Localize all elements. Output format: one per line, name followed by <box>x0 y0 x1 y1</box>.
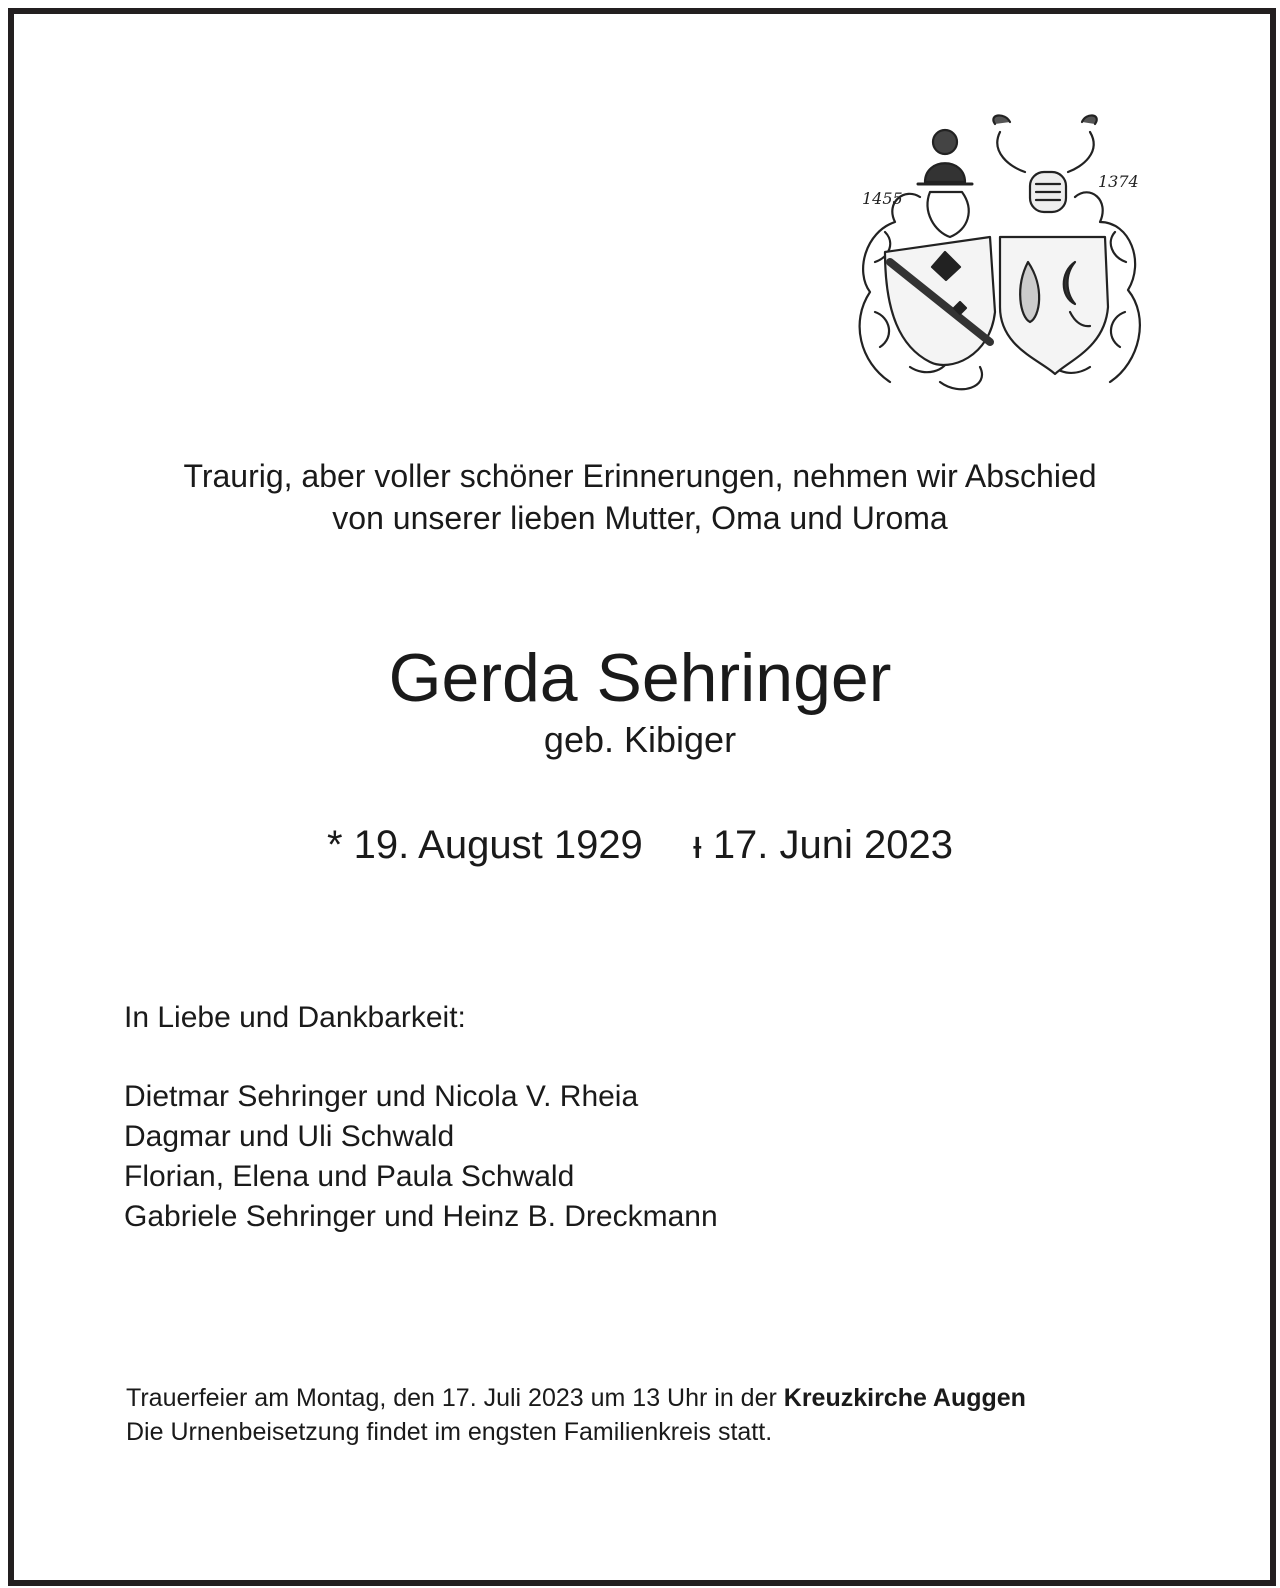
service-line-1 <box>126 1381 1026 1415</box>
family-member: Dagmar und Uli Schwald <box>124 1120 455 1153</box>
family-member: Gabriele Sehringer und Heinz B. Dreckmann <box>124 1200 718 1233</box>
coat-of-arms-image <box>850 112 1150 397</box>
service-info <box>126 1381 1026 1449</box>
signoff-text: In Liebe und Dankbarkeit: <box>124 1001 466 1034</box>
family-list <box>124 1077 718 1237</box>
crest-year-left: 1455 <box>862 189 903 208</box>
family-member: Florian, Elena und Paula Schwald <box>124 1160 575 1193</box>
maiden-name: geb. Kibiger <box>543 719 737 760</box>
service-line-2: Die Urnenbeisetzung findet im engsten Familienkreis statt. <box>126 1418 773 1446</box>
death-date: ᵻ 17. Juni 2023 <box>692 823 954 867</box>
deceased-name: Gerda Sehringer <box>388 640 892 716</box>
service-location: Kreuzkirche Auggen <box>783 1384 1026 1412</box>
birth-date: * 19. August 1929 <box>326 823 643 867</box>
crest-year-right: 1374 <box>1098 172 1139 191</box>
family-member: Dietmar Sehringer und Nicola V. Rheia <box>124 1080 639 1113</box>
intro-text <box>0 455 1280 539</box>
intro-line-1: Traurig, aber voller schöner Erinnerungen, nehmen wir Abschied <box>183 458 1097 494</box>
service-details: Trauerfeier am Montag, den 17. Juli 2023 um 13 Uhr in der <box>126 1384 777 1412</box>
life-dates <box>0 820 1280 870</box>
intro-line-2: von unserer lieben Mutter, Oma und Uroma <box>332 500 948 536</box>
